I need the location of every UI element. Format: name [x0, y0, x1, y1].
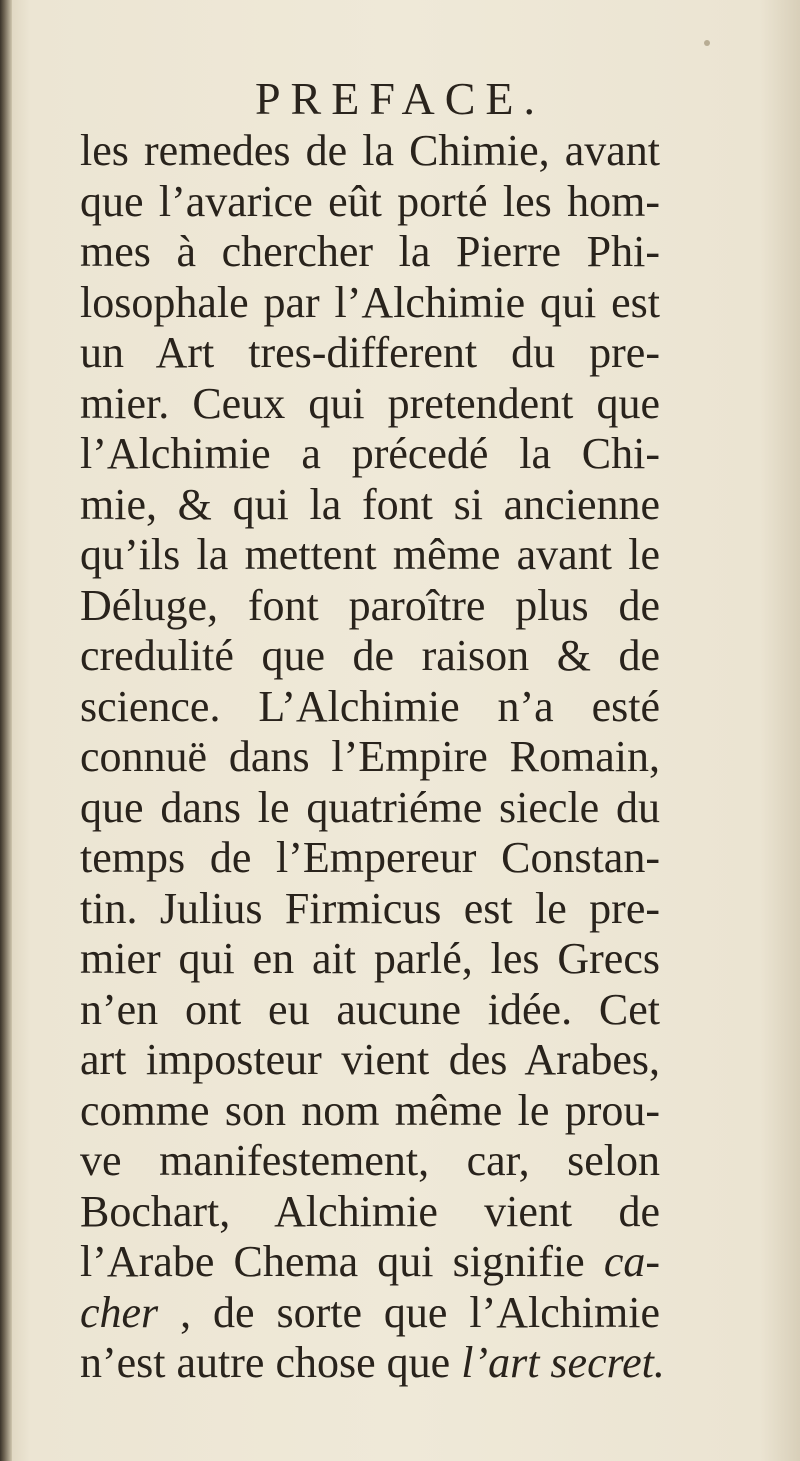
italic-word: cher: [80, 1287, 159, 1337]
text-line: mier. Ceux qui pretendent que: [80, 378, 660, 428]
text-line: que l’avarice eût porté les hom-: [80, 176, 660, 226]
paper-spot: [704, 40, 710, 46]
text-line: que dans le quatriéme siecle du: [80, 782, 660, 832]
text-line: art imposteur vient des Arabes,: [80, 1035, 660, 1084]
text-line: les remedes de la Chimie, avant: [80, 126, 660, 175]
text-line: comme son nom même le prou-: [80, 1085, 660, 1135]
italic-word: ca-: [603, 1237, 660, 1286]
running-head: PREFACE.: [254, 73, 546, 124]
text-line: mes à chercher la Pierre Phi-: [80, 227, 660, 276]
italic-phrase: l’art secret.: [461, 1338, 665, 1387]
text-segment: n’est autre chose que: [80, 1338, 451, 1387]
text-line: un Art tres-different du pre-: [80, 328, 660, 377]
text-line: tin. Julius Firmicus est le pre-: [80, 883, 660, 933]
text-comma: ,: [158, 1287, 192, 1337]
body-text: [80, 126, 665, 1389]
text-line-with-italic: [80, 1237, 660, 1288]
text-segment: de sorte que l’Alchimie: [213, 1287, 660, 1337]
text-line-with-italic: [80, 1338, 665, 1389]
page-spine-edge: [0, 0, 12, 1461]
text-line: Déluge, font paroître plus de: [80, 580, 660, 630]
text-line: temps de l’Empereur Constan-: [80, 833, 660, 882]
text-line: mier qui en ait parlé, les Grecs: [80, 934, 660, 983]
text-line: losophale par l’Alchimie qui est: [80, 277, 660, 327]
text-line: n’en ont eu aucune idée. Cet: [80, 984, 660, 1034]
text-line-with-italic: [80, 1288, 660, 1339]
text-line: science. L’Alchimie n’a esté: [80, 681, 660, 731]
text-segment: l’Arabe Chema qui signifie: [80, 1237, 585, 1286]
text-line: connuë dans l’Empire Romain,: [80, 732, 660, 781]
text-line: l’Alchimie a précedé la Chi-: [80, 429, 660, 478]
text-line: Bochart, Alchimie vient de: [80, 1186, 660, 1236]
text-line: qu’ils la mettent même avant le: [80, 530, 660, 579]
text-line: credulité que de raison & de: [80, 631, 660, 680]
text-line: mie, & qui la font si ancienne: [80, 479, 660, 529]
text-line: ve manifestement, car, selon: [80, 1136, 660, 1185]
